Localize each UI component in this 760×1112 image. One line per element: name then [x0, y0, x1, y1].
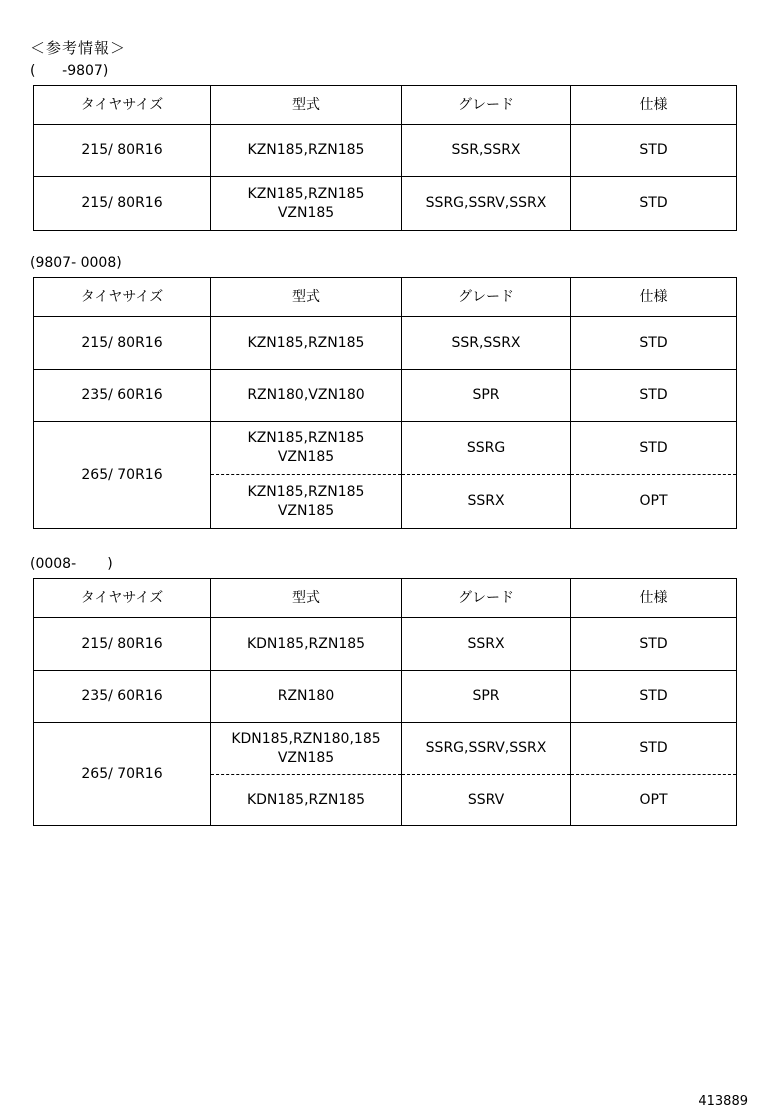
table-row	[34, 125, 737, 177]
cell-tire-size: 215/ 80R16	[34, 177, 211, 231]
cell-model: KDN185,RZN185	[211, 618, 402, 671]
cell-tire-size: 215/ 80R16	[34, 317, 211, 370]
table-row	[34, 723, 737, 775]
header-grade: グレード	[402, 86, 571, 125]
cell-grade: SPR	[402, 370, 571, 422]
header-model: 型式	[211, 579, 402, 618]
cell-model: RZN180	[211, 671, 402, 723]
tire-spec-table	[33, 277, 737, 529]
page-title: ＜参考情報＞	[30, 39, 127, 57]
table-header-row	[34, 278, 737, 317]
header-spec: 仕様	[571, 278, 737, 317]
cell-tire-size: 215/ 80R16	[34, 125, 211, 177]
cell-model: RZN180,VZN180	[211, 370, 402, 422]
cell-model: KZN185,RZN185	[211, 125, 402, 177]
header-grade: グレード	[402, 278, 571, 317]
cell-spec: STD	[571, 671, 737, 723]
cell-model: KZN185,RZN185 VZN185	[211, 177, 402, 231]
header-model: 型式	[211, 86, 402, 125]
table-row	[34, 618, 737, 671]
cell-grade: SSRG,SSRV,SSRX	[402, 723, 571, 775]
cell-model: KZN185,RZN185 VZN185	[211, 475, 402, 529]
period-label: (0008- )	[30, 556, 113, 572]
cell-grade: SSRV	[402, 775, 571, 826]
table-header-row	[34, 86, 737, 125]
cell-spec: STD	[571, 723, 737, 775]
table-row	[34, 671, 737, 723]
table-row	[34, 422, 737, 475]
cell-tire-size: 265/ 70R16	[34, 723, 211, 826]
header-tire-size: タイヤサイズ	[34, 278, 211, 317]
cell-spec: STD	[571, 618, 737, 671]
cell-grade: SSRX	[402, 618, 571, 671]
cell-spec: STD	[571, 125, 737, 177]
cell-tire-size: 235/ 60R16	[34, 671, 211, 723]
cell-spec: STD	[571, 177, 737, 231]
period-label: ( -9807)	[30, 63, 109, 79]
table-header-row	[34, 579, 737, 618]
cell-spec: STD	[571, 422, 737, 475]
cell-grade: SSRX	[402, 475, 571, 529]
table-row	[34, 177, 737, 231]
cell-tire-size: 215/ 80R16	[34, 618, 211, 671]
period-label: (9807- 0008)	[30, 255, 122, 271]
cell-model: KDN185,RZN180,185 VZN185	[211, 723, 402, 775]
cell-model: KDN185,RZN185	[211, 775, 402, 826]
cell-model: KZN185,RZN185 VZN185	[211, 422, 402, 475]
cell-tire-size: 265/ 70R16	[34, 422, 211, 529]
header-grade: グレード	[402, 579, 571, 618]
table-row	[34, 317, 737, 370]
header-spec: 仕様	[571, 579, 737, 618]
cell-grade: SSR,SSRX	[402, 125, 571, 177]
cell-tire-size: 235/ 60R16	[34, 370, 211, 422]
cell-model: KZN185,RZN185	[211, 317, 402, 370]
tire-spec-table	[33, 578, 737, 826]
header-tire-size: タイヤサイズ	[34, 579, 211, 618]
header-tire-size: タイヤサイズ	[34, 86, 211, 125]
header-model: 型式	[211, 278, 402, 317]
table-row	[34, 370, 737, 422]
cell-grade: SSRG,SSRV,SSRX	[402, 177, 571, 231]
figure-code: 413889	[698, 1094, 748, 1109]
cell-spec: STD	[571, 317, 737, 370]
cell-grade: SSR,SSRX	[402, 317, 571, 370]
tire-spec-table	[33, 85, 737, 231]
cell-grade: SSRG	[402, 422, 571, 475]
cell-spec: STD	[571, 370, 737, 422]
header-spec: 仕様	[571, 86, 737, 125]
cell-spec: OPT	[571, 475, 737, 529]
cell-spec: OPT	[571, 775, 737, 826]
cell-grade: SPR	[402, 671, 571, 723]
